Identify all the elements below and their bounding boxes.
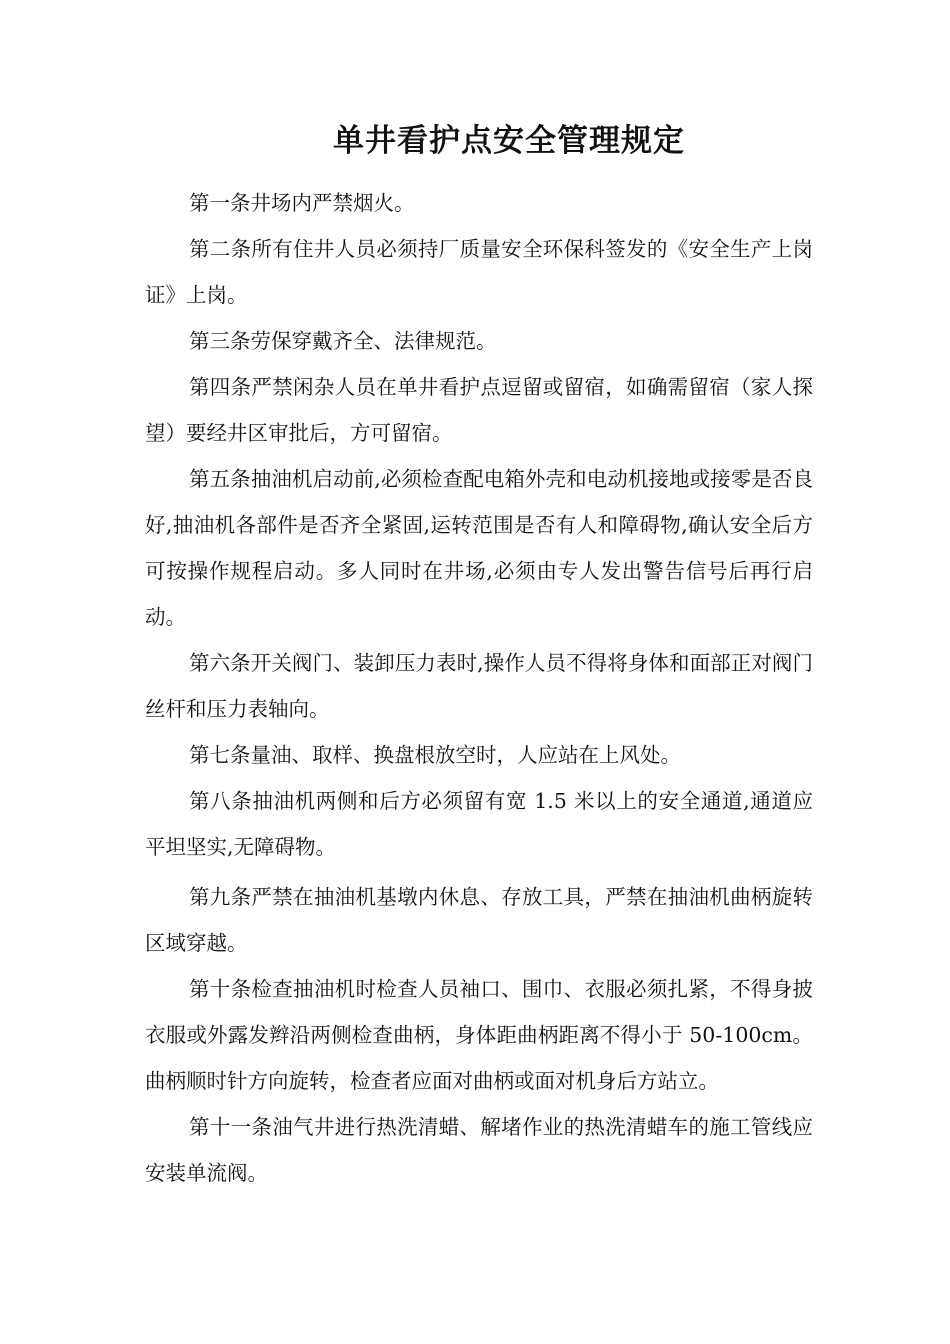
document-title: 单井看护点安全管理规定 bbox=[333, 123, 685, 159]
paragraph-article-5: 第五条抽油机启动前,必须检查配电箱外壳和电动机接地或接零是否良好,抽油机各部件是否齐全紧固,运转范围是否有人和障碍物,确认安全后方可按操作规程启动。多人同时在井场,必须由专人发出警告信号后再行启动。 bbox=[145, 467, 813, 629]
paragraph-article-6: 第六条开关阀门、装卸压力表时,操作人员不得将身体和面部正对阀门丝杆和压力表轴向。 bbox=[145, 651, 813, 721]
paragraph-article-11: 第十一条油气井进行热洗清蜡、解堵作业的热洗清蜡车的施工管线应安装单流阀。 bbox=[145, 1115, 813, 1185]
paragraph-article-10: 第十条检查抽油机时检查人员袖口、围巾、衣服必须扎紧，不得身披衣服或外露发辫沿两侧检查曲柄，身体距曲柄距离不得小于 50-100cm。曲柄顺时针方向旋转，检查者应面对曲柄或面对机身后方站立。 bbox=[145, 977, 813, 1093]
paragraph-article-7: 第七条量油、取样、换盘根放空时，人应站在上风处。 bbox=[189, 743, 681, 767]
paragraph-article-3: 第三条劳保穿戴齐全、法律规范。 bbox=[189, 329, 497, 353]
paragraph-article-2: 第二条所有住井人员必须持厂质量安全环保科签发的《安全生产上岗证》上岗。 bbox=[145, 237, 813, 307]
document-body bbox=[145, 180, 813, 1196]
paragraph-article-4: 第四条严禁闲杂人员在单井看护点逗留或留宿，如确需留宿（家人探望）要经井区审批后，方可留宿。 bbox=[145, 375, 813, 445]
paragraph-article-9: 第九条严禁在抽油机基墩内休息、存放工具，严禁在抽油机曲柄旋转区域穿越。 bbox=[145, 885, 813, 955]
paragraph-article-8: 第八条抽油机两侧和后方必须留有宽 1.5 米以上的安全通道,通道应平坦坚实,无障碍物。 bbox=[145, 789, 813, 859]
paragraph-article-1: 第一条井场内严禁烟火。 bbox=[189, 191, 415, 215]
